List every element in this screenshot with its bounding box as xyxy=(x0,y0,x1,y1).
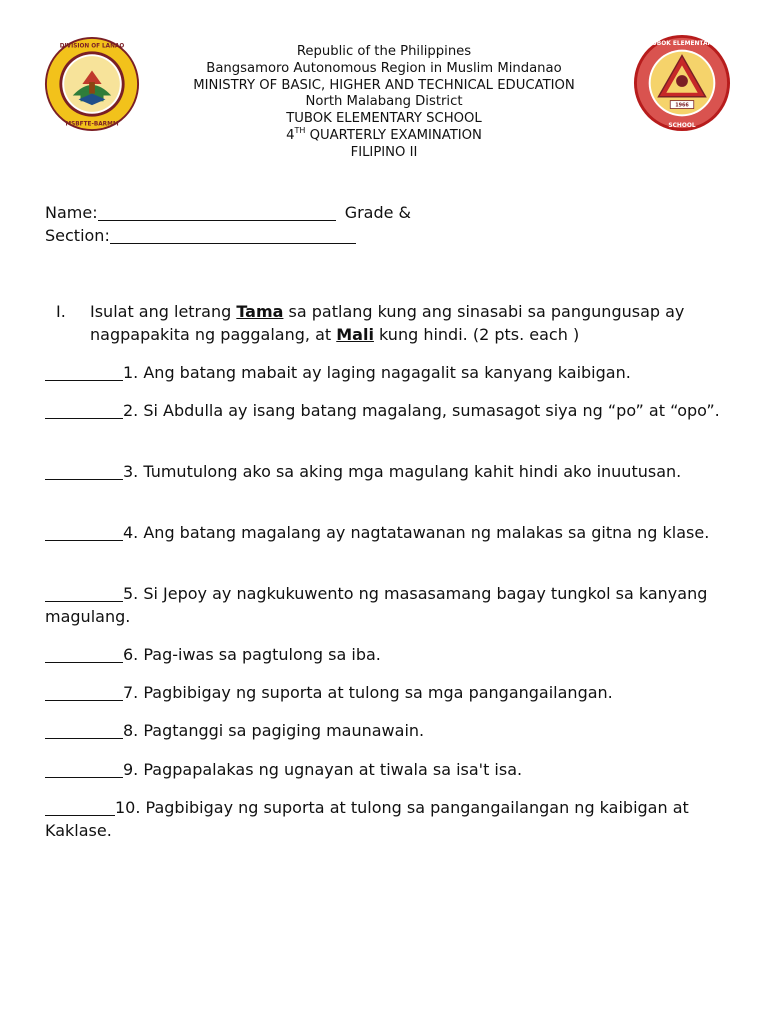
list-item xyxy=(45,521,735,544)
question-text: 5. Si Jepoy ay nagkukuwento ng masasamang bagay tungkol sa kanyang magulang. xyxy=(45,584,708,626)
list-item xyxy=(45,399,735,422)
answer-blank[interactable] xyxy=(45,364,123,381)
header-subject: FILIPINO II xyxy=(350,144,418,160)
instructions-part-2: sa patlang kung ang sinasabi sa pangungusap ay nagpapakita ng paggalang, at xyxy=(90,302,685,344)
list-item xyxy=(45,796,735,842)
question-text: 7. Pagbibigay ng suporta at tulong sa mga pangangailangan. xyxy=(123,683,613,702)
student-info xyxy=(45,201,725,247)
tama-keyword: Tama xyxy=(236,302,284,321)
question-text: 2. Si Abdulla ay isang batang magalang, sumasagot siya ng “po” at “opo”. xyxy=(123,401,720,420)
header-region: Bangsamoro Autonomous Region in Muslim Mindanao xyxy=(206,60,562,76)
svg-text:TUBOK ELEMENTARY: TUBOK ELEMENTARY xyxy=(648,40,716,47)
list-item xyxy=(45,582,735,628)
svg-text:SCHOOL: SCHOOL xyxy=(668,123,696,130)
header-district: North Malabang District xyxy=(305,94,463,110)
list-item xyxy=(45,758,735,781)
answer-blank[interactable] xyxy=(45,684,123,701)
question-text: 3. Tumutulong ako sa aking mga magulang kahit hindi ako inuutusan. xyxy=(123,462,682,481)
answer-blank[interactable] xyxy=(45,646,123,663)
answer-blank[interactable] xyxy=(45,799,115,816)
instructions-part-3: kung hindi. (2 pts. each ) xyxy=(373,325,580,344)
list-item xyxy=(45,643,735,666)
svg-text:DIVISION OF LANAO: DIVISION OF LANAO xyxy=(59,43,125,50)
answer-blank[interactable] xyxy=(45,761,123,778)
instructions-text xyxy=(90,300,730,346)
question-text: 4. Ang batang magalang ay nagtatawanan ng malakas sa gitna ng klase. xyxy=(123,523,710,542)
list-item xyxy=(45,719,735,742)
answer-blank[interactable] xyxy=(45,722,123,739)
question-text: 8. Pagtanggi sa pagiging maunawain. xyxy=(123,721,425,740)
answer-blank[interactable] xyxy=(45,585,123,602)
svg-text:1966: 1966 xyxy=(675,102,689,109)
exam-quarter-suffix: TH xyxy=(294,125,306,135)
exam-quarter-number: 4 xyxy=(286,127,295,143)
header-ministry: MINISTRY OF BASIC, HIGHER AND TECHNICAL EDUCATION xyxy=(193,77,575,93)
question-text: 6. Pag-iwas sa pagtulong sa iba. xyxy=(123,645,381,664)
header-school: TUBOK ELEMENTARY SCHOOL xyxy=(286,111,482,127)
document-header xyxy=(0,44,768,162)
list-item xyxy=(45,681,735,704)
question-text: 9. Pagpapalakas ng ugnayan at tiwala sa isa't isa. xyxy=(123,760,523,779)
mali-keyword: Mali xyxy=(336,325,374,344)
section-number: I. xyxy=(56,302,66,321)
exam-title: QUARTERLY EXAMINATION xyxy=(305,127,482,143)
list-item xyxy=(45,361,735,384)
instructions-part-1: Isulat ang letrang xyxy=(90,302,237,321)
answer-blank[interactable] xyxy=(45,463,123,480)
question-text: 10. Pagbibigay ng suporta at tulong sa pangangailangan ng kaibigan at Kaklase. xyxy=(45,798,689,840)
answer-blank[interactable] xyxy=(45,402,123,419)
name-field[interactable] xyxy=(98,204,336,221)
svg-text:MSBFTE-BARMM: MSBFTE-BARMM xyxy=(65,121,119,128)
name-label: Name: xyxy=(45,203,98,222)
list-item xyxy=(45,460,735,483)
header-republic: Republic of the Philippines xyxy=(296,44,472,59)
section-field[interactable] xyxy=(110,227,356,244)
question-text: 1. Ang batang mabait ay laging nagagalit sa kanyang kaibigan. xyxy=(123,363,631,382)
grade-label: Grade & xyxy=(344,203,412,222)
section-label: Section: xyxy=(45,226,110,245)
answer-blank[interactable] xyxy=(45,524,123,541)
